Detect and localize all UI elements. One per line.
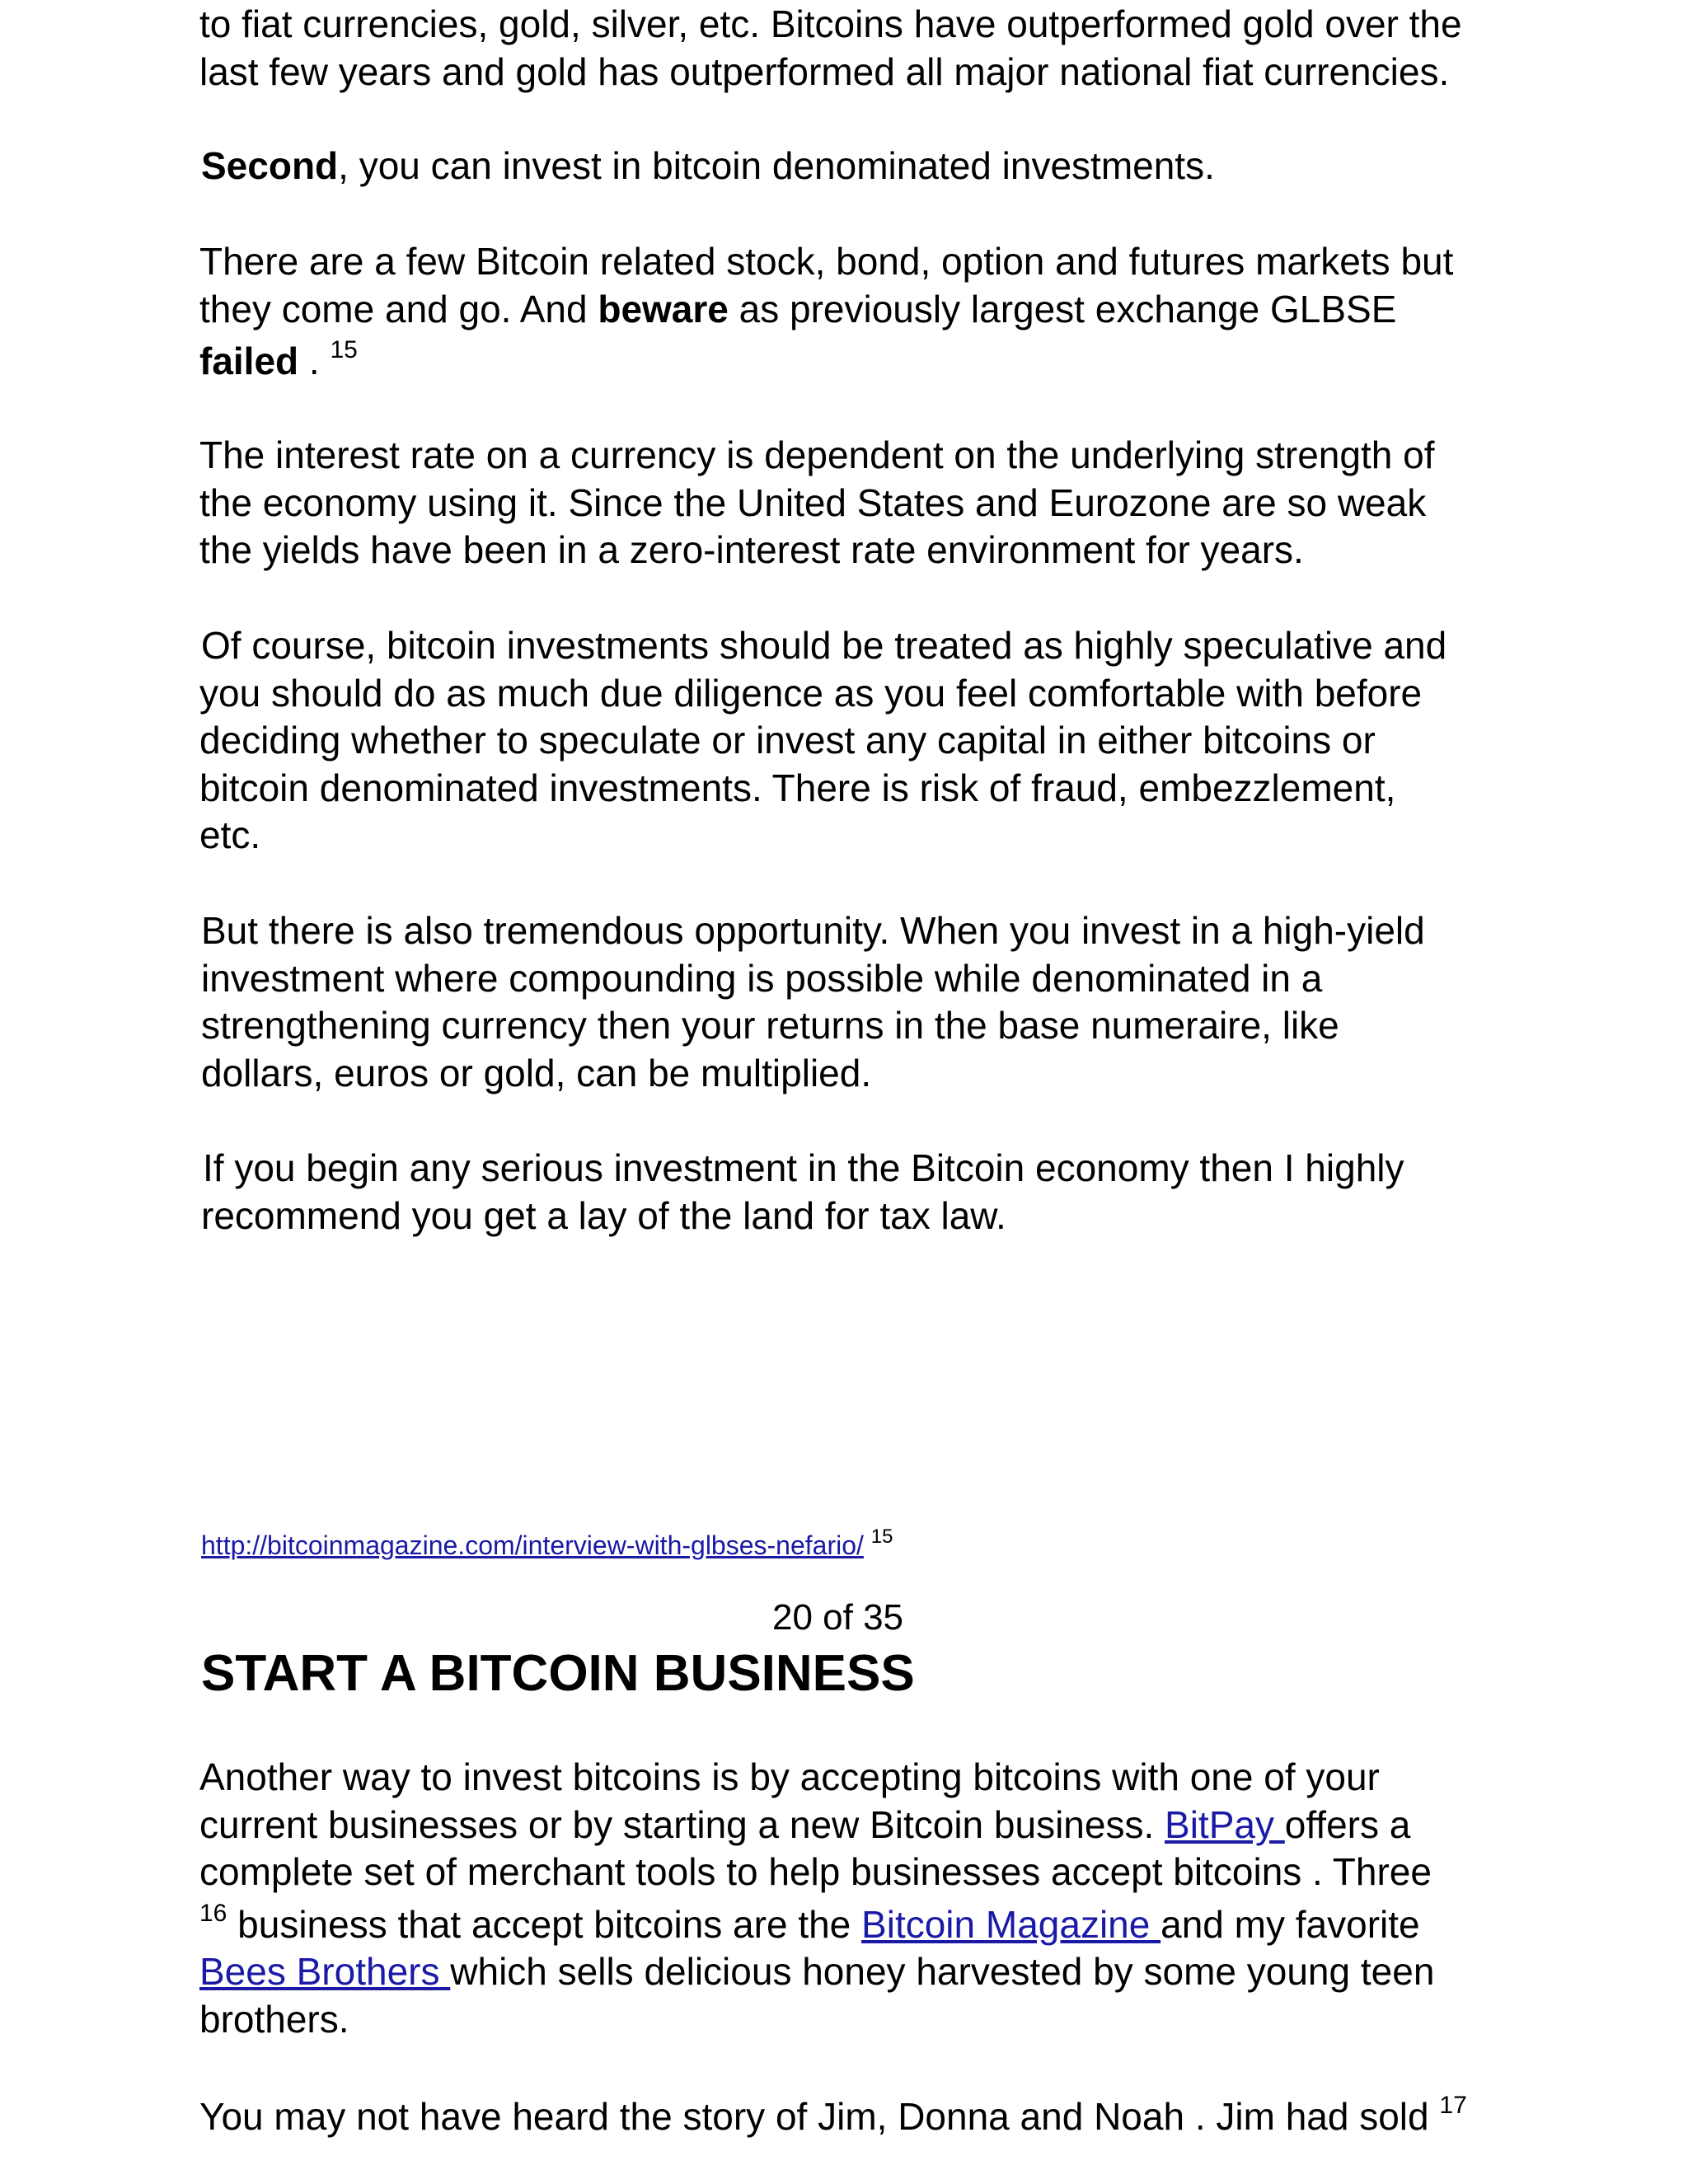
bold-beware: beware: [598, 287, 729, 330]
page-number: 20 of 35: [772, 1597, 904, 1638]
paragraph-business: [199, 1754, 1434, 2043]
text-line: Another way to invest bitcoins is by accepting bitcoins with one of your: [199, 1755, 1380, 1798]
text-fragment: .: [298, 340, 331, 382]
paragraph-markets: [199, 238, 1453, 386]
paragraph-tax: [203, 1145, 1404, 1240]
footnote-ref-15[interactable]: 15: [330, 336, 358, 363]
text-line: brothers.: [199, 1997, 349, 2041]
text-fragment: You may not have heard the story of Jim, Donna and Noah . Jim had sold: [199, 2095, 1440, 2138]
section-heading: START A BITCOIN BUSINESS: [201, 1645, 915, 1702]
paragraph-of-course: [201, 622, 1447, 860]
text-line: dollars, euros or gold, can be multiplied.: [201, 1051, 872, 1094]
footnote-ref-16[interactable]: 16: [199, 1899, 227, 1927]
link-bitpay[interactable]: BitPay: [1165, 1802, 1285, 1846]
text-line: strengthening currency then your returns in the base numeraire, like: [201, 1004, 1339, 1047]
text-fragment: as previously largest exchange GLBSE: [728, 287, 1397, 330]
text-line: But there is also tremendous opportunity. When you invest in a high-yield: [201, 909, 1425, 952]
text-line: you should do as much due diligence as you feel comfortable with before: [199, 671, 1423, 715]
paragraph-opportunity: [201, 907, 1425, 1097]
bold-second: Second: [201, 144, 339, 187]
paragraph-intro: [199, 1, 1462, 96]
text-line: deciding whether to speculate or invest any capital in either bitcoins or: [199, 719, 1376, 762]
footnote: [201, 1526, 893, 1562]
text-line: If you begin any serious investment in the Bitcoin economy then I highly: [203, 1146, 1404, 1189]
text-line: to fiat currencies, gold, silver, etc. Bitcoins have outperformed gold over the: [199, 2, 1462, 45]
paragraph-story: [199, 2093, 1467, 2141]
text-fragment: business that accept bitcoins are the: [227, 1902, 862, 1946]
text-line: the economy using it. Since the United States and Eurozone are so weak: [199, 480, 1427, 524]
footnote-link[interactable]: http://bitcoinmagazine.com/interview-with-glbses-nefario/: [201, 1530, 864, 1560]
paragraph-interest: [199, 432, 1434, 574]
text-line: recommend you get a lay of the land for tax law.: [201, 1193, 1006, 1237]
bold-failed: failed: [199, 340, 299, 382]
paragraph-second: [201, 143, 1215, 190]
text-line: The interest rate on a currency is dependent on the underlying strength of: [199, 434, 1435, 476]
text-line: complete set of merchant tools to help businesses accept bitcoins . Three: [199, 1850, 1432, 1893]
text-line: bitcoin denominated investments. There is risk of fraud, embezzlement,: [199, 766, 1396, 809]
text-line: Of course, bitcoin investments should be treated as highly speculative and: [201, 624, 1447, 667]
footnote-number: 15: [870, 1526, 893, 1548]
text-line: investment where compounding is possible while denominated in a: [201, 956, 1323, 1000]
text-line: etc.: [199, 813, 261, 856]
text-second-rest: , you can invest in bitcoin denominated investments.: [338, 144, 1215, 187]
footnote-ref-17[interactable]: 17: [1439, 2092, 1467, 2119]
text-fragment: and my favorite: [1160, 1902, 1420, 1946]
text-line: There are a few Bitcoin related stock, bond, option and futures markets but: [199, 240, 1454, 283]
text-fragment: offers a: [1284, 1802, 1411, 1846]
text-line: the yields have been in a zero-interest rate environment for years.: [199, 528, 1304, 571]
text-line: last few years and gold has outperformed all major national fiat currencies.: [199, 49, 1450, 93]
text-fragment: current businesses or by starting a new Bitcoin business.: [199, 1802, 1165, 1846]
text-fragment: they come and go. And: [199, 287, 598, 330]
text-fragment: which sells delicious honey harvested by some young teen: [450, 1950, 1435, 1993]
link-bitcoin-magazine[interactable]: Bitcoin Magazine: [861, 1902, 1161, 1946]
link-bees-brothers[interactable]: Bees Brothers: [199, 1950, 451, 1993]
